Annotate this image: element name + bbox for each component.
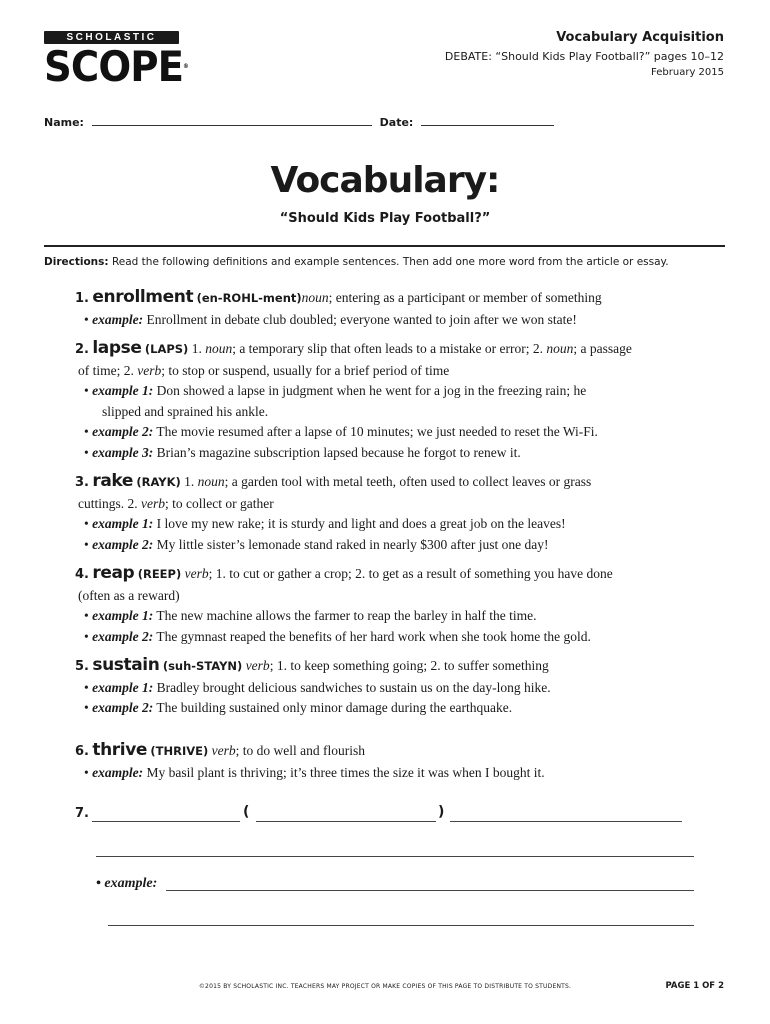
part-of-speech: noun [546,341,574,356]
entry-word: sustain [92,655,160,675]
example-sentence: • example: Enrollment in debate club doubled; everyone wanted to join after we won state! [84,311,577,327]
name-label: Name: [44,116,84,129]
vocab-entry-thrive [75,740,715,783]
example-sentence: • example 2: The gymnast reaped the benefits of her hard work when she took home the gold. [84,628,591,644]
example-sentence: • example 1: Bradley brought delicious sandwiches to sustain us on the day-long hike. [84,679,551,695]
definition-text: ; to do well and flourish [235,743,365,758]
debate-reference: DEBATE: “Should Kids Play Football?” pages 10–12 [444,50,724,63]
definition-text: of time; 2. [78,362,138,378]
vocab-entry-rake [75,471,715,555]
entry-word: rake [92,471,133,491]
entry-pronunciation: (RAYK) [136,475,181,489]
worksheet-type: Vocabulary Acquisition [556,30,724,45]
entry-definition [75,655,715,678]
definition-text: cuttings. 2. [78,495,141,511]
definition-text: ; a temporary slip that often leads to a mistake or error; 2. [232,341,547,356]
worksheet-header [445,29,724,80]
open-paren: ( [243,804,250,820]
example-continuation: slipped and sprained his ankle. [102,403,269,419]
directions-text: Read the following definitions and example sentences. Then add one more word from the article or essay. [111,256,669,268]
entry-number: 2. [75,342,89,357]
entry-definition [75,287,715,310]
example-text: The new machine allows the farmer to reap the barley in half the time. [153,608,537,623]
example-text: The building sustained only minor damage during the earthquake. [153,700,513,715]
directions [44,256,669,268]
entry-number: 7. [75,806,89,821]
example-text: Enrollment in debate club doubled; everyone wanted to join after we won state! [143,311,577,327]
example-text: My little sister’s lemonade stand raked in nearly $300 after just one day! [153,536,549,552]
example-sentence: • example 3: Brian’s magazine subscription lapsed because he forgot to renew it. [84,444,521,460]
example-label: example 2: [92,536,154,552]
copyright-notice: ©2015 BY SCHOLASTIC INC. TEACHERS MAY PROJECT OR MAKE COPIES OF THIS PAGE TO DISTRIBUTE TO STUDENTS. [198,983,572,990]
entry-number: 6. [75,744,89,759]
entry-number: 3. [75,475,89,490]
part-of-speech: noun [205,341,233,356]
issue-date: February 2015 [651,67,724,78]
scope-logo [44,31,188,91]
example-sentence: • example 1: I love my new rake; it is sturdy and light and does a great job on the leaves! [84,516,566,531]
entry-pronunciation: (REEP) [137,567,182,581]
example-label: example 1: [92,383,154,398]
example-text: Brian’s magazine subscription lapsed because he forgot to renew it. [153,444,521,460]
entry-definition [75,338,715,361]
definition-field[interactable] [450,821,682,822]
definition-field-line-2[interactable] [96,856,694,857]
entry-word: enrollment [92,287,194,307]
example-label: example 1: [92,679,154,695]
example-label: example 2: [92,424,154,439]
example-text: My basil plant is thriving; it’s three times the size it was when I bought it. [143,764,545,780]
definition-text: 1. [184,474,198,489]
page-title: Vocabulary: [270,160,500,201]
example-label: example 3: [92,444,154,460]
part-of-speech: verb [137,362,162,378]
example-text: Bradley brought delicious sandwiches to sustain us on the day-long hike. [153,679,551,695]
part-of-speech: noun [301,290,329,305]
example-label-7: • example: [96,876,158,891]
entry-definition [75,563,715,586]
example-label: example: [92,311,144,327]
entry-number: 1. [75,291,89,306]
definition-text: ; a passage [573,341,632,356]
example-label: example 1: [92,516,154,531]
example-text: The movie resumed after a lapse of 10 minutes; we just needed to reset the Wi-Fi. [153,424,598,439]
entry-pronunciation: (suh-STAYN) [162,659,243,673]
example-label: example 2: [92,628,154,644]
definition-text: ; to collect or gather [165,495,274,511]
vocab-entry-reap [75,563,715,647]
directions-label: Directions: [44,256,109,268]
vocab-entry-enrollment [75,287,715,330]
definition-text: 1. [191,341,206,356]
page-subtitle: “Should Kids Play Football?” [279,211,491,226]
name-field[interactable] [92,114,372,126]
entry-pronunciation: (THRIVE) [150,744,209,758]
logo-name: SCOPE® [44,42,188,91]
entry-pronunciation: (LAPS) [144,342,189,356]
definition-continuation: (often as a reward) [78,587,180,603]
entry-definition [75,740,715,763]
example-sentence: • example: My basil plant is thriving; it’s three times the size it was when I bought it. [84,764,545,780]
example-sentence: • example 1: Don showed a lapse in judgment when he went for a jog in the freezing rain; he [84,383,587,398]
date-field[interactable] [421,114,554,126]
definition-text: ; to stop or suspend, usually for a brief period of time [161,362,450,378]
entry-word: reap [92,563,135,583]
part-of-speech: verb [141,495,165,511]
example-sentence: • example 2: My little sister’s lemonade stand raked in nearly $300 after just one day! [84,536,549,552]
entry-pronunciation: (en-ROHL-ment) [196,291,302,305]
title-divider [44,245,725,247]
entry-definition [75,471,715,494]
definition-text: ; 1. to cut or gather a crop; 2. to get as a result of something you have done [208,566,613,581]
example-text: The gymnast reaped the benefits of her hard work when she took home the gold. [153,628,591,644]
page-number: PAGE 1 OF 2 [665,981,724,991]
definition-text: ; a garden tool with metal teeth, often used to collect leaves or grass [224,474,592,489]
entry-number: 5. [75,659,89,674]
example-label: example 1: [92,608,154,623]
example-sentence: • example 2: The movie resumed after a lapse of 10 minutes; we just needed to reset the Wi-Fi. [84,424,598,439]
blank-entry-7 [75,806,89,821]
entry-word: thrive [92,740,148,760]
vocab-entry-sustain [75,655,715,719]
close-paren: ) [438,804,445,820]
example-text: I love my new rake; it is sturdy and light and does a great job on the leaves! [153,516,566,531]
example-sentence: • example 1: The new machine allows the farmer to reap the barley in half the time. [84,608,537,623]
logo-brand: SCHOLASTIC [44,31,179,44]
pronunciation-field[interactable] [256,821,436,822]
part-of-speech: verb [211,743,236,758]
entry-word: lapse [92,338,142,358]
example-label: example: [92,764,144,780]
example-sentence: • example 2: The building sustained only minor damage during the earthquake. [84,700,513,715]
date-label: Date: [379,116,414,129]
definition-continuation [75,494,715,515]
example-label: example 2: [92,700,154,715]
vocab-entry-lapse [75,338,715,463]
part-of-speech: verb [245,658,270,673]
part-of-speech: noun [197,474,225,489]
registered-mark: ® [183,63,188,70]
word-field[interactable] [92,821,240,822]
definition-text: ; 1. to keep something going; 2. to suffer something [269,658,549,673]
definition-text: ; entering as a participant or member of something [328,290,602,305]
entry-number: 4. [75,567,89,582]
part-of-speech: verb [184,566,209,581]
name-date-row [44,114,554,129]
example-text: Don showed a lapse in judgment when he went for a jog in the freezing rain; he [153,383,587,398]
example-field[interactable] [166,890,694,891]
definition-continuation [75,361,715,382]
example-field-line-2[interactable] [108,925,694,926]
